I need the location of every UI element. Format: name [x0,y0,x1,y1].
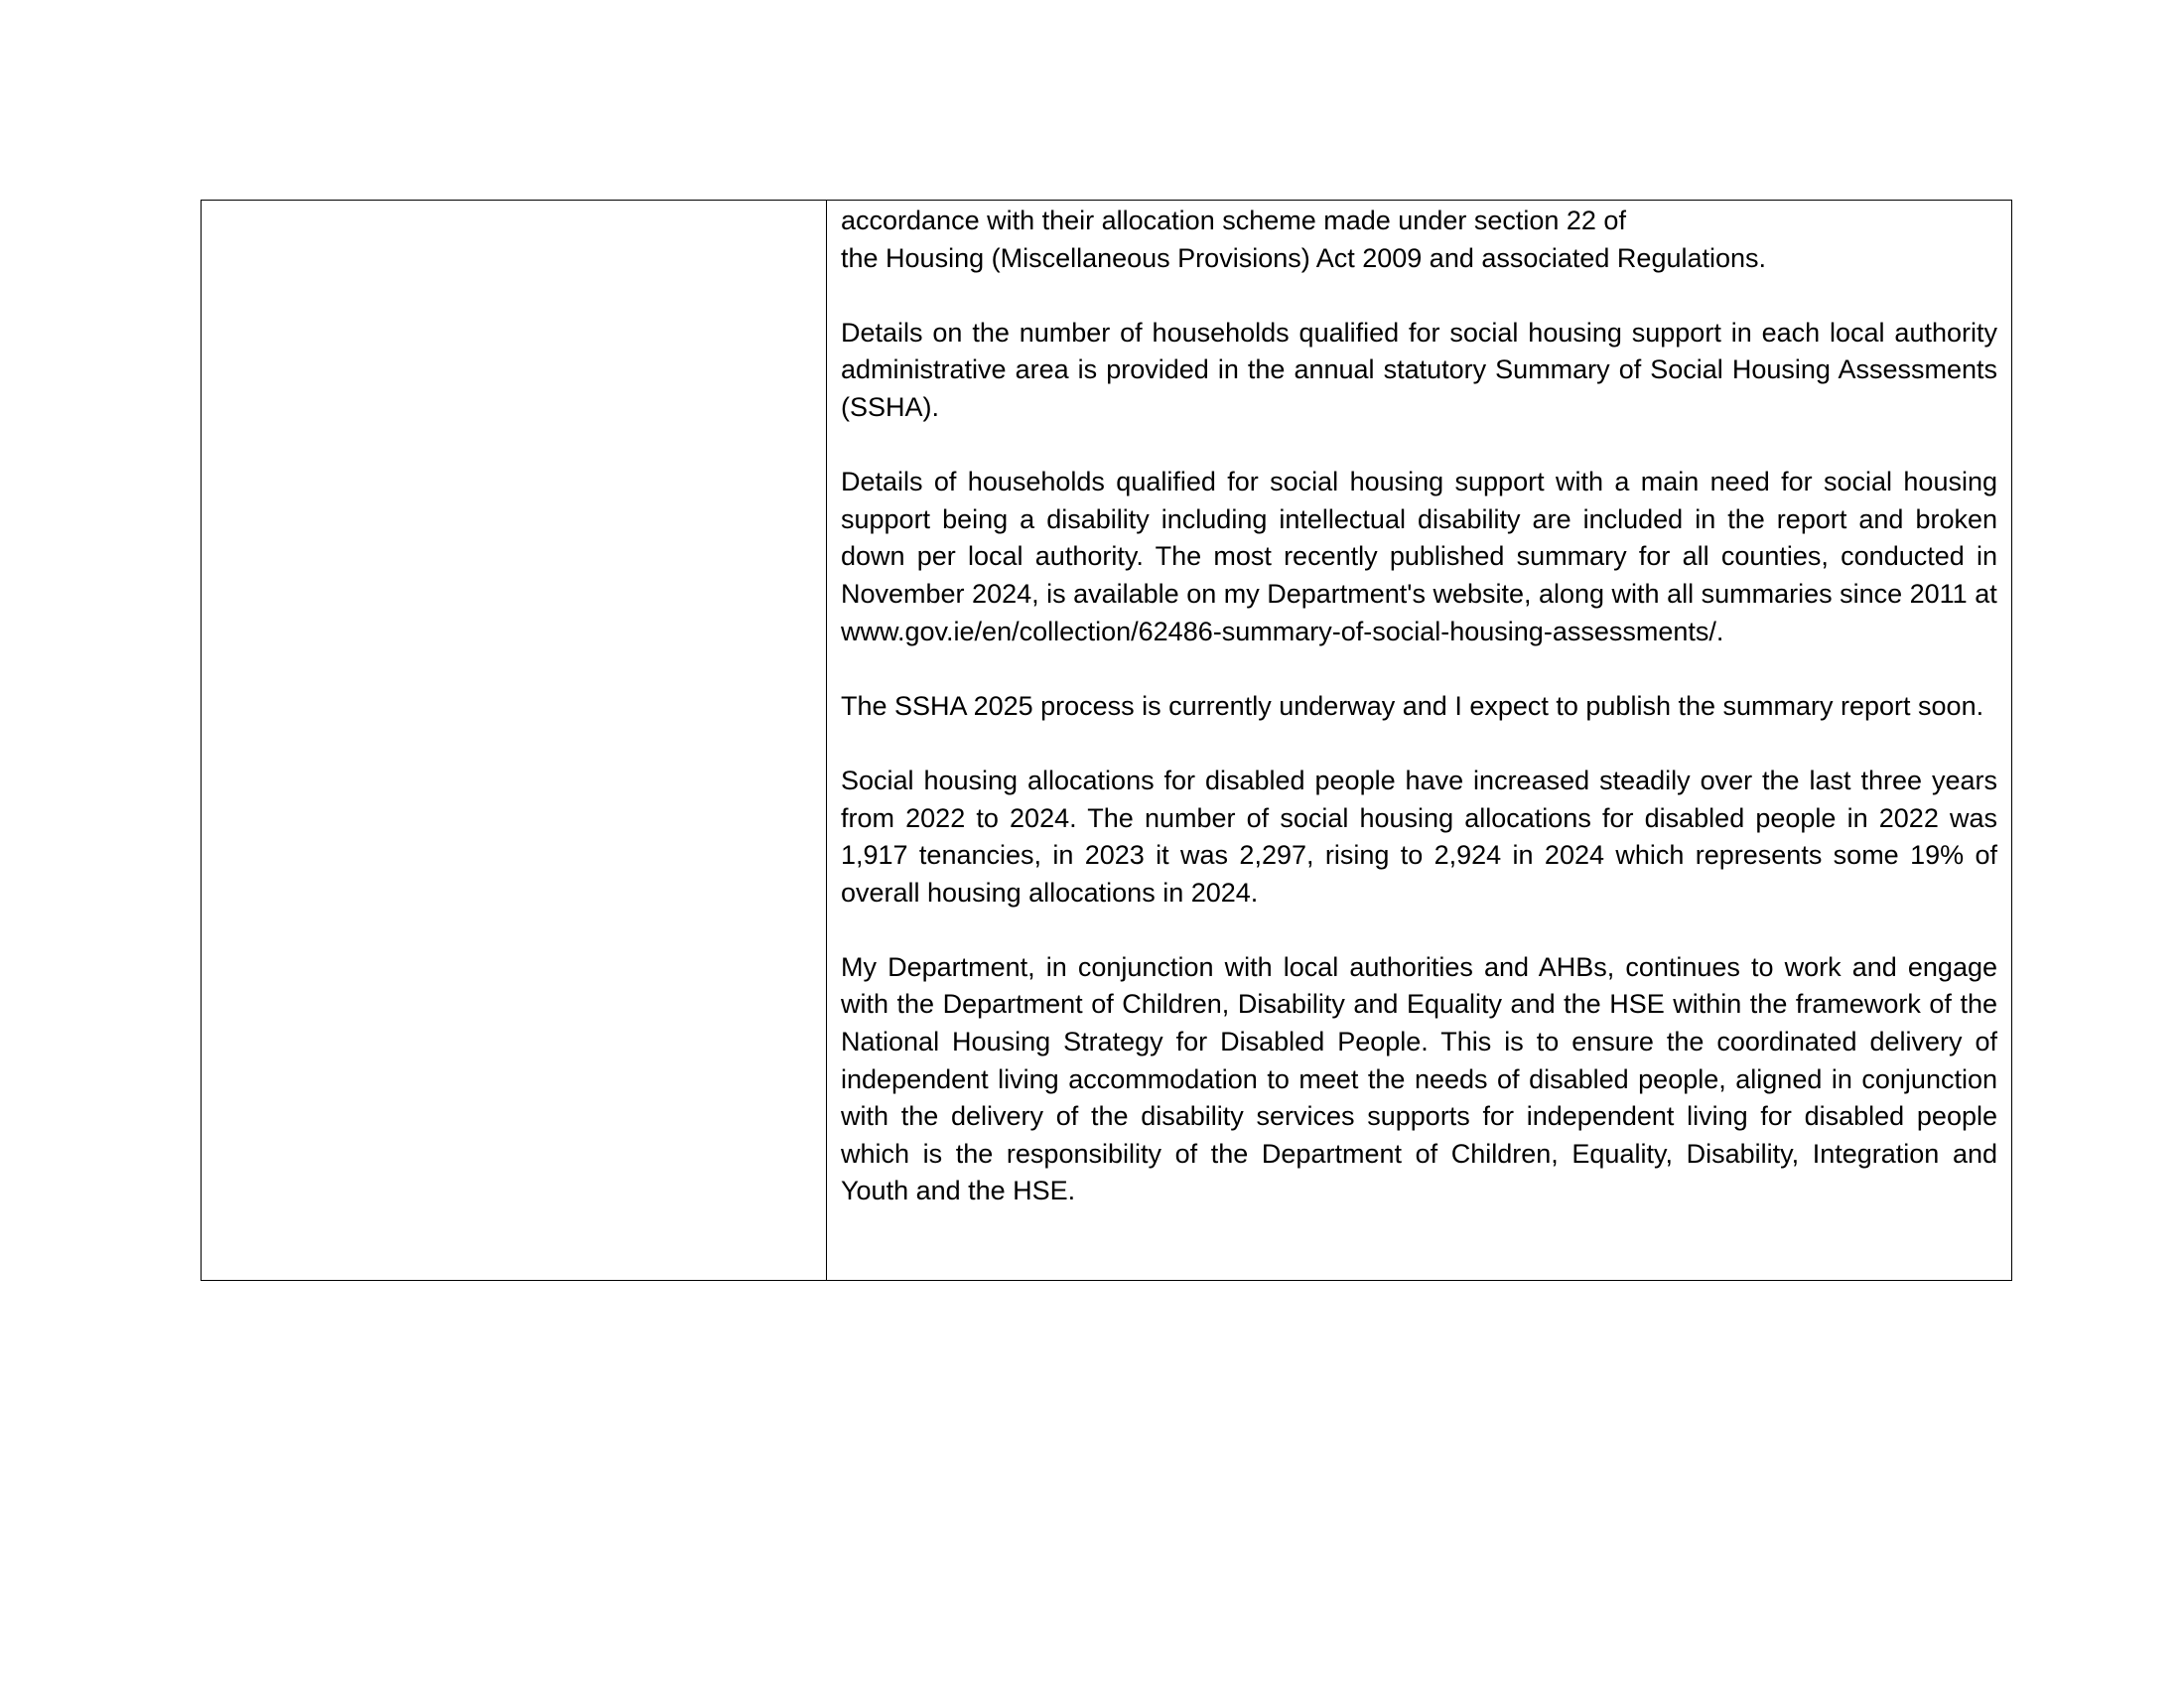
answer-table [201,200,2012,1281]
paragraph-allocations: Social housing allocations for disabled people have increased steadily over the last three years from 2022 to 2024. The number of social housing allocations for disabled people in 2022 was 1,917 tenancies, in 2023 it was 2,297, rising to 2,924 in 2024 which represents some 19% of overall housing allocations in 2024. [841,765,1997,908]
paragraph-ssha-2025: The SSHA 2025 process is currently underway and I expect to publish the summary report soon. [841,690,1984,721]
paragraph-strategy: My Department, in conjunction with local authorities and AHBs, continues to work and engage with the Department of Children, Disability and Equality and the HSE within the framework of the National Housing Strategy for Disabled People. This is to ensure the coordinated delivery of independent living accommodation to meet the needs of disabled people, aligned in conjunction with the delivery of the disability services supports for independent living for disabled people which is the responsibility of the Department of Children, Equality, Disability, Integration and Youth and the HSE. [841,951,1997,1206]
right-cell [827,201,2012,1281]
summary-url-link[interactable]: www.gov.ie/en/collection/62486-summary-of-social-housing-assessments/. [841,616,1724,646]
paragraph-allocation-scheme [841,203,1997,277]
paragraph-disability-details [841,464,1997,650]
paragraph-line: the Housing (Miscellaneous Provisions) Act 2009 and associated Regulations. [841,242,1767,273]
paragraph-text: Details of households qualified for social housing support with a main need for social housing support being a disability including intellectual disability are included in the report and broken down per local authority. The most recently published summary for all counties, conducted in November 2024, is available on my Department's website, along with all summaries since 2011 at [841,467,1997,609]
left-cell [202,201,827,1281]
table-row [202,201,2012,1281]
answer-text [827,201,2011,1210]
paragraph-line: accordance with their allocation scheme made under section 22 of [841,206,1626,235]
paragraph-ssha-details: Details on the number of households qualified for social housing support in each local authority administrative area is provided in the annual statutory Summary of Social Housing Assessments (SSHA). [841,317,1997,422]
